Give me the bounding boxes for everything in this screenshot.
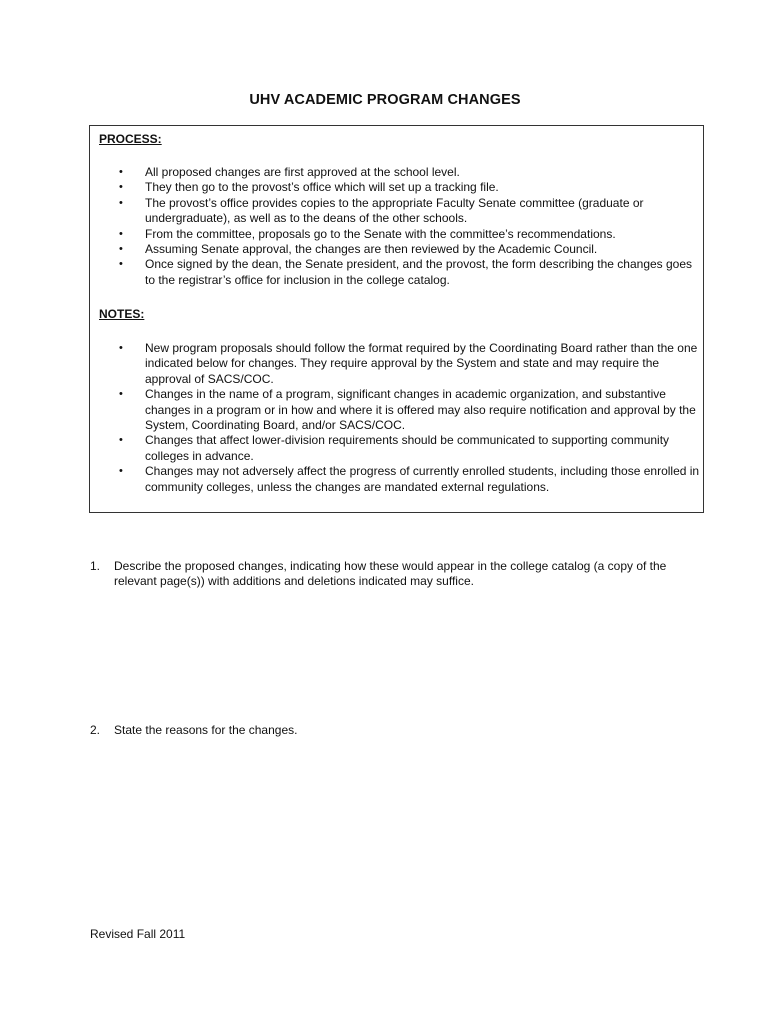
- revision-footer: Revised Fall 2011: [90, 927, 186, 941]
- question-1: [90, 559, 700, 590]
- bullet-icon: •: [119, 342, 123, 354]
- list-item: [115, 341, 700, 387]
- list-item: [115, 464, 700, 495]
- list-item-text: All proposed changes are first approved at the school level.: [145, 165, 460, 179]
- list-item-text: New program proposals should follow the format required by the Coordinating Board rather than the one indicated below for changes. They require approval by the System and state and may require the approval of SACS/COC.: [145, 341, 698, 386]
- question-item: [90, 723, 700, 738]
- list-item: [115, 165, 700, 180]
- bullet-icon: •: [119, 465, 123, 478]
- bullet-icon: •: [119, 243, 123, 256]
- question-number: 1.: [90, 559, 101, 573]
- list-item-text: The provost’s office provides copies to the appropriate Faculty Senate committee (graduate or undergraduate), as well as to the deans of the other schools.: [145, 195, 644, 226]
- document-title: UHV ACADEMIC PROGRAM CHANGES: [249, 92, 521, 108]
- bullet-icon: •: [119, 434, 123, 447]
- bullet-icon: •: [119, 227, 123, 240]
- notes-heading: NOTES:: [99, 307, 145, 321]
- list-item-text: From the committee, proposals go to the Senate with the committee’s recommendations.: [145, 226, 616, 241]
- list-item-text: They then go to the provost’s office which will set up a tracking file.: [145, 180, 499, 195]
- notes-list: [115, 341, 700, 495]
- list-item-text: Assuming Senate approval, the changes are then reviewed by the Academic Council.: [145, 242, 598, 257]
- list-item: [115, 180, 700, 195]
- question-number: 2.: [90, 723, 101, 737]
- question-2: [90, 723, 700, 738]
- process-notes-box: [89, 125, 704, 513]
- list-item: [115, 433, 700, 464]
- list-item: [115, 227, 700, 242]
- bullet-icon: •: [119, 166, 123, 178]
- list-item-text: Once signed by the dean, the Senate president, and the provost, the form describing the changes goes to the registrar’s office for inclusion in the college catalog.: [145, 257, 693, 287]
- question-text: Describe the proposed changes, indicating how these would appear in the college catalog (a copy of the relevant page(s)) with additions and deletions indicated may suffice.: [114, 559, 667, 589]
- list-item: [115, 257, 700, 288]
- list-item: [115, 196, 700, 227]
- list-item-text: Changes may not adversely affect the progress of currently enrolled students, including those enrolled in community colleges, unless the changes are mandated external regulations.: [145, 464, 700, 494]
- bullet-icon: •: [119, 388, 123, 401]
- bullet-icon: •: [119, 196, 123, 209]
- list-item-text: Changes in the name of a program, significant changes in academic organization, and substantive changes in a program or in how and where it is offered may also require notification and approval by the System, Coordinating Board, and/or SACS/COC.: [145, 387, 696, 433]
- list-item: [115, 387, 700, 433]
- list-item: [115, 242, 700, 257]
- bullet-icon: •: [119, 258, 123, 271]
- process-list: [115, 165, 700, 288]
- process-heading: PROCESS:: [99, 132, 162, 146]
- question-item: [90, 559, 700, 590]
- list-item-text: Changes that affect lower-division requirements should be communicated to supporting community colleges in advance.: [145, 433, 670, 463]
- question-text: State the reasons for the changes.: [114, 723, 298, 737]
- bullet-icon: •: [119, 181, 123, 194]
